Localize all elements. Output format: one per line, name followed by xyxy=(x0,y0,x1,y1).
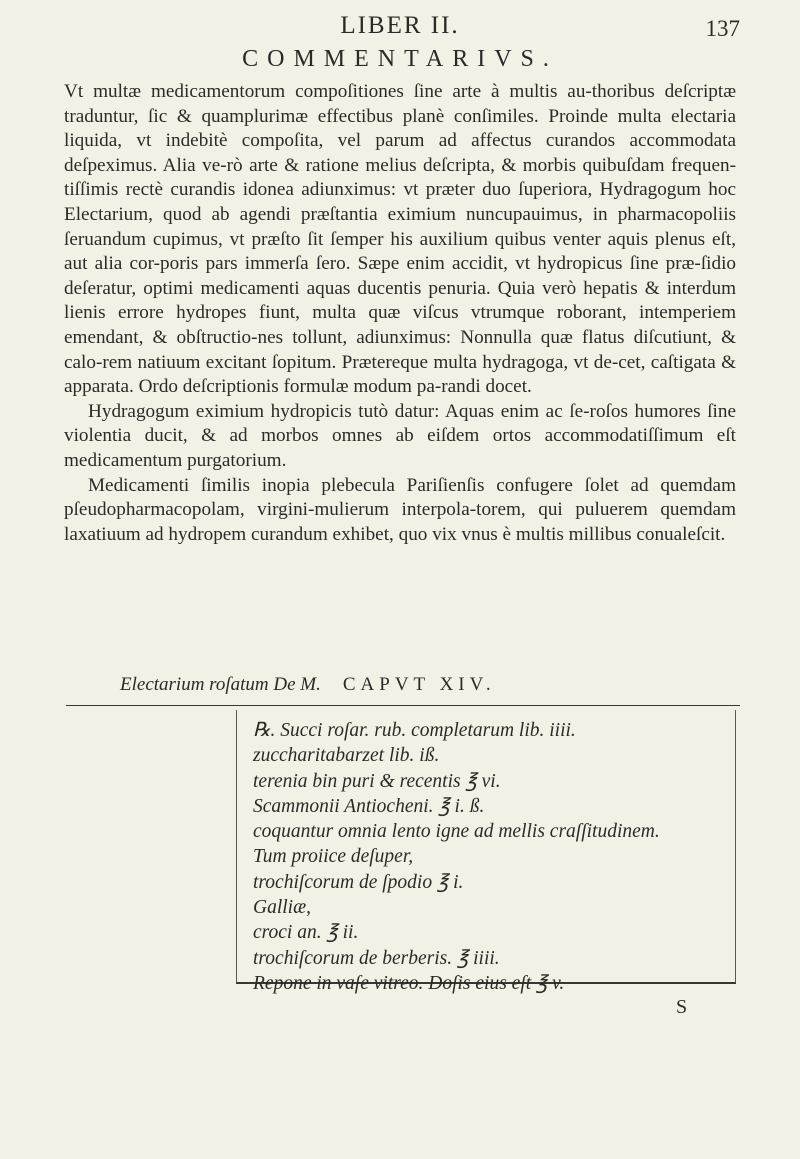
chapter-title: Electarium roſatum De M. xyxy=(120,674,321,695)
paragraph: Vt multæ medicamentorum compoſitiones ſine arte à multis au-thoribus deſcriptæ traduntur, ſic & quamplurimæ effectibus planè conſimiles. Proinde multa electaria liquida, vt indebitè compoſita, vel parum ad affectus curandos accommodata deſpeximus. Alia ve-rò arte & ratione melius deſcripta, & morbis quibuſdam frequen-tiſſimis rectè curandis idonea adiunximus: vt præter duo ſuperiora, Hydragogum hoc Electarium, quod ab agendi præſtantia eximium nuncupauimus, in pharmacopoliis ſeruandum cupimus, vt præſto ſit ſemper his auxilium quibus venter aquis plenus eſt, aut alia cor-poris pars immerſa ſero. Sæpe enim accidit, vt hydropicus ſine præ-ſidio deſeratur, optimi medicamenti aquas ducentis penuria. Quia verò hepatis & interdum lienis errore hydropes fiunt, multa quæ viſcus vtrumque roborant, intemperiem emendant, & obſtructio-nes tollunt, adiunximus: Nonnulla quæ flatus diſcutiunt, & calo-rem natiuum excitant ſopitum. Prætereque multa hydragoga, vt de-cet, caſtigata & apparata. Ordo deſcriptionis formulæ modum pa-randi docet. xyxy=(64,81,736,398)
recipe-line: Galliæ, xyxy=(253,897,311,919)
running-head xyxy=(0,12,800,42)
recipe-line: Scammonii Antiocheni. ℥ i. ß. xyxy=(253,795,485,817)
paragraph: Hydragogum eximium hydropicis tutò datur: Aquas enim ac ſe-roſos humores ſine violentia ducit, & ad morbos omnes ab eiſdem ortos accommodatiſſimum eſt medicamentum purgatorium. xyxy=(64,400,736,471)
page-number: 137 xyxy=(705,16,740,41)
running-title: LIBER II. xyxy=(340,12,460,39)
recipe-line: terenia bin puri & recentis ℥ vi. xyxy=(253,770,501,792)
recipe-box xyxy=(236,710,736,994)
chapter-heading xyxy=(120,674,720,696)
recipe-line: Tum proiice deſuper, xyxy=(253,846,414,868)
body-text xyxy=(64,80,736,547)
recipe-line: trochiſcorum de berberis. ℥ iiii. xyxy=(253,947,500,969)
section-title: COMMENTARIVS. xyxy=(242,46,558,72)
recipe-line: ℞. Succi roſar. rub. completarum lib. iiii. xyxy=(253,720,576,741)
recipe-line: zuccharitabarzet lib. iß. xyxy=(253,745,440,767)
chapter-caput: CAPVT XIV. xyxy=(342,674,496,695)
divider-rule xyxy=(66,705,740,706)
recipe-line: croci an. ℥ ii. xyxy=(253,922,359,944)
recipe-line: trochiſcorum de ſpodio ℥ i. xyxy=(253,871,464,893)
paragraph: Medicamenti ſimilis inopia plebecula Pariſienſis confugere ſolet ad quemdam pſeudopharmacopolam, virgini-mulierum interpola-torem, qui puluerem quemdam laxatiuum ad hydropem curandum exhibet, quo vix vnus è multis millibus conualeſcit. xyxy=(64,474,736,545)
recipe-line: Repone in vaſe vitreo. Doſis eius eſt ℥ v. xyxy=(253,972,565,994)
recipe-line: coquantur omnia lento igne ad mellis craſſitudinem. xyxy=(253,821,660,843)
recipe-lines xyxy=(253,718,723,996)
signature-mark: S xyxy=(676,996,688,1018)
